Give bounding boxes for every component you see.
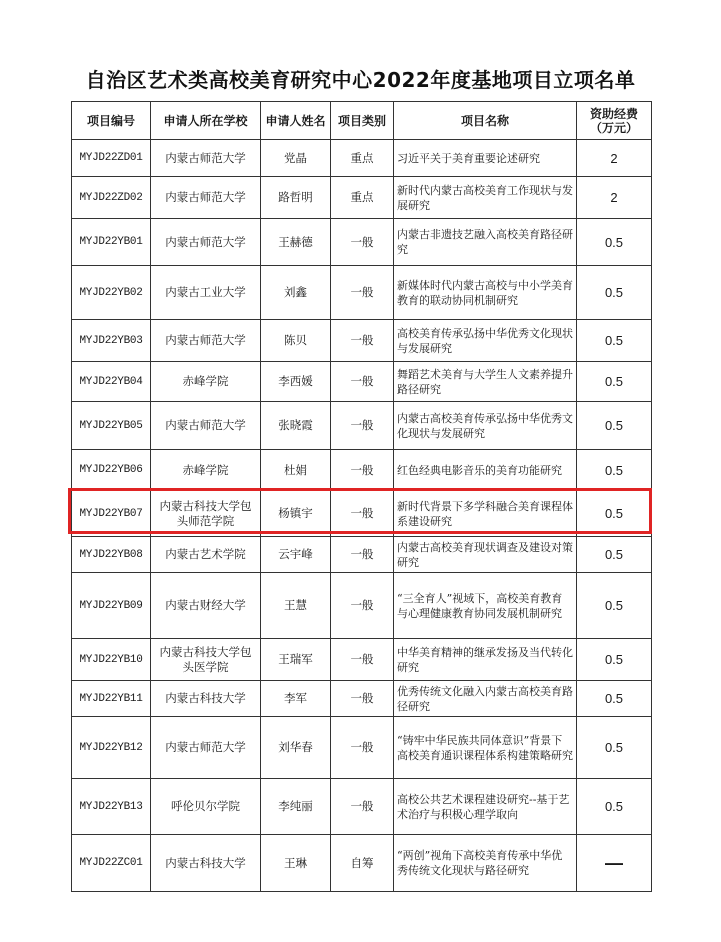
cell-person: 张晓霞 [261,402,331,450]
cell-code: MYJD22ZC01 [72,835,151,892]
header-funding-line2: （万元） [589,120,638,135]
cell-project-name: 舞蹈艺术美育与大学生人文素养提升路径研究 [394,362,577,402]
table-row [72,177,652,219]
cell-category: 一般 [331,537,394,573]
cell-project-name: 新时代背景下多学科融合美育课程体系建设研究 [394,491,577,537]
cell-funding: 0.5 [577,717,652,779]
cell-school: 内蒙古师范大学 [151,177,261,219]
cell-project-name: 习近平关于美育重要论述研究 [394,140,577,177]
cell-funding: 0.5 [577,450,652,491]
cell-project-name: “两创”视角下高校美育传承中华优秀传统文化现状与路径研究 [394,835,577,892]
cell-code: MYJD22YB12 [72,717,151,779]
table-row [72,266,652,320]
cell-person: 刘鑫 [261,266,331,320]
cell-project-name: “三全育人”视域下，高校美育教育与心理健康教育协同发展机制研究 [394,573,577,639]
table-header-row [72,102,652,140]
table-row [72,140,652,177]
cell-person: 党晶 [261,140,331,177]
cell-project-name: 高校美育传承弘扬中华优秀文化现状与发展研究 [394,320,577,362]
table-row [72,835,652,892]
cell-category: 自筹 [331,835,394,892]
cell-project-name: 红色经典电影音乐的美育功能研究 [394,450,577,491]
header-project: 项目名称 [394,102,577,140]
cell-code: MYJD22YB02 [72,266,151,320]
cell-code: MYJD22YB10 [72,639,151,681]
cell-funding: 2 [577,140,652,177]
table-row [72,779,652,835]
cell-category: 一般 [331,717,394,779]
header-code: 项目编号 [72,102,151,140]
header-category: 项目类别 [331,102,394,140]
cell-category: 一般 [331,639,394,681]
cell-person: 王赫德 [261,219,331,266]
header-funding [577,102,652,140]
cell-funding: 0.5 [577,779,652,835]
cell-category: 一般 [331,573,394,639]
cell-category: 重点 [331,177,394,219]
cell-project-name: 内蒙古高校美育传承弘扬中华优秀文化现状与发展研究 [394,402,577,450]
cell-funding: 0.5 [577,362,652,402]
cell-project-name: 优秀传统文化融入内蒙古高校美育路径研究 [394,681,577,717]
header-funding-line1: 资助经费 [589,106,638,121]
cell-code: MYJD22YB05 [72,402,151,450]
cell-code: MYJD22YB04 [72,362,151,402]
cell-person: 杜娟 [261,450,331,491]
document-title: 自治区艺术类高校美育研究中心2022年度基地项目立项名单 [85,68,636,92]
cell-code: MYJD22YB07 [72,491,151,537]
table-row [72,450,652,491]
cell-person: 王琳 [261,835,331,892]
cell-person: 云宇峰 [261,537,331,573]
cell-project-name: 新时代内蒙古高校美育工作现状与发展研究 [394,177,577,219]
cell-person: 刘华春 [261,717,331,779]
cell-funding: 0.5 [577,402,652,450]
cell-school: 内蒙古师范大学 [151,320,261,362]
table-row [72,537,652,573]
cell-person: 陈贝 [261,320,331,362]
cell-code: MYJD22YB01 [72,219,151,266]
cell-school: 内蒙古科技大学 [151,681,261,717]
cell-funding: 0.5 [577,573,652,639]
cell-category: 一般 [331,779,394,835]
cell-project-name: 内蒙古高校美育现状调查及建设对策研究 [394,537,577,573]
cell-project-name: 中华美育精神的继承发扬及当代转化研究 [394,639,577,681]
cell-person: 路哲明 [261,177,331,219]
table-row [72,717,652,779]
cell-funding: 0.5 [577,491,652,537]
cell-school: 内蒙古师范大学 [151,717,261,779]
table-row [72,639,652,681]
table-row [72,402,652,450]
cell-code: MYJD22YB08 [72,537,151,573]
cell-school: 内蒙古科技大学包头师范学院 [151,491,261,537]
cell-school: 内蒙古师范大学 [151,219,261,266]
cell-school: 内蒙古财经大学 [151,573,261,639]
cell-person: 李军 [261,681,331,717]
cell-category: 一般 [331,450,394,491]
cell-school: 赤峰学院 [151,362,261,402]
table-row [72,491,652,537]
cell-code: MYJD22YB09 [72,573,151,639]
cell-code: MYJD22ZD02 [72,177,151,219]
cell-project-name: 新媒体时代内蒙古高校与中小学美育教育的联动协同机制研究 [394,266,577,320]
cell-project-name: “铸牢中华民族共同体意识”背景下高校美育通识课程体系构建策略研究 [394,717,577,779]
cell-code: MYJD22YB13 [72,779,151,835]
header-person: 申请人姓名 [261,102,331,140]
cell-category: 一般 [331,266,394,320]
cell-code: MYJD22YB03 [72,320,151,362]
cell-category: 一般 [331,402,394,450]
cell-funding: 2 [577,177,652,219]
table-row [72,681,652,717]
cell-project-name: 高校公共艺术课程建设研究--基于艺术治疗与积极心理学取向 [394,779,577,835]
cell-project-name: 内蒙古非遗技艺融入高校美育路径研究 [394,219,577,266]
cell-code: MYJD22YB06 [72,450,151,491]
cell-funding: 0.5 [577,219,652,266]
cell-category: 一般 [331,362,394,402]
cell-school: 呼伦贝尔学院 [151,779,261,835]
cell-person: 王慧 [261,573,331,639]
cell-funding: — [577,835,652,892]
cell-school: 赤峰学院 [151,450,261,491]
cell-person: 李西媛 [261,362,331,402]
cell-category: 一般 [331,320,394,362]
cell-funding: 0.5 [577,320,652,362]
cell-person: 李纯丽 [261,779,331,835]
project-list-table [71,101,652,892]
cell-category: 一般 [331,219,394,266]
cell-school: 内蒙古科技大学 [151,835,261,892]
cell-school: 内蒙古师范大学 [151,140,261,177]
cell-funding: 0.5 [577,681,652,717]
cell-funding: 0.5 [577,537,652,573]
header-school: 申请人所在学校 [151,102,261,140]
cell-category: 一般 [331,491,394,537]
table-row [72,219,652,266]
cell-person: 王瑞军 [261,639,331,681]
cell-code: MYJD22ZD01 [72,140,151,177]
table-row [72,320,652,362]
cell-code: MYJD22YB11 [72,681,151,717]
cell-category: 重点 [331,140,394,177]
cell-funding: 0.5 [577,639,652,681]
cell-school: 内蒙古科技大学包头医学院 [151,639,261,681]
table-row [72,573,652,639]
cell-school: 内蒙古工业大学 [151,266,261,320]
cell-category: 一般 [331,681,394,717]
cell-school: 内蒙古艺术学院 [151,537,261,573]
cell-person: 杨镇宇 [261,491,331,537]
cell-school: 内蒙古师范大学 [151,402,261,450]
cell-funding: 0.5 [577,266,652,320]
table-row [72,362,652,402]
